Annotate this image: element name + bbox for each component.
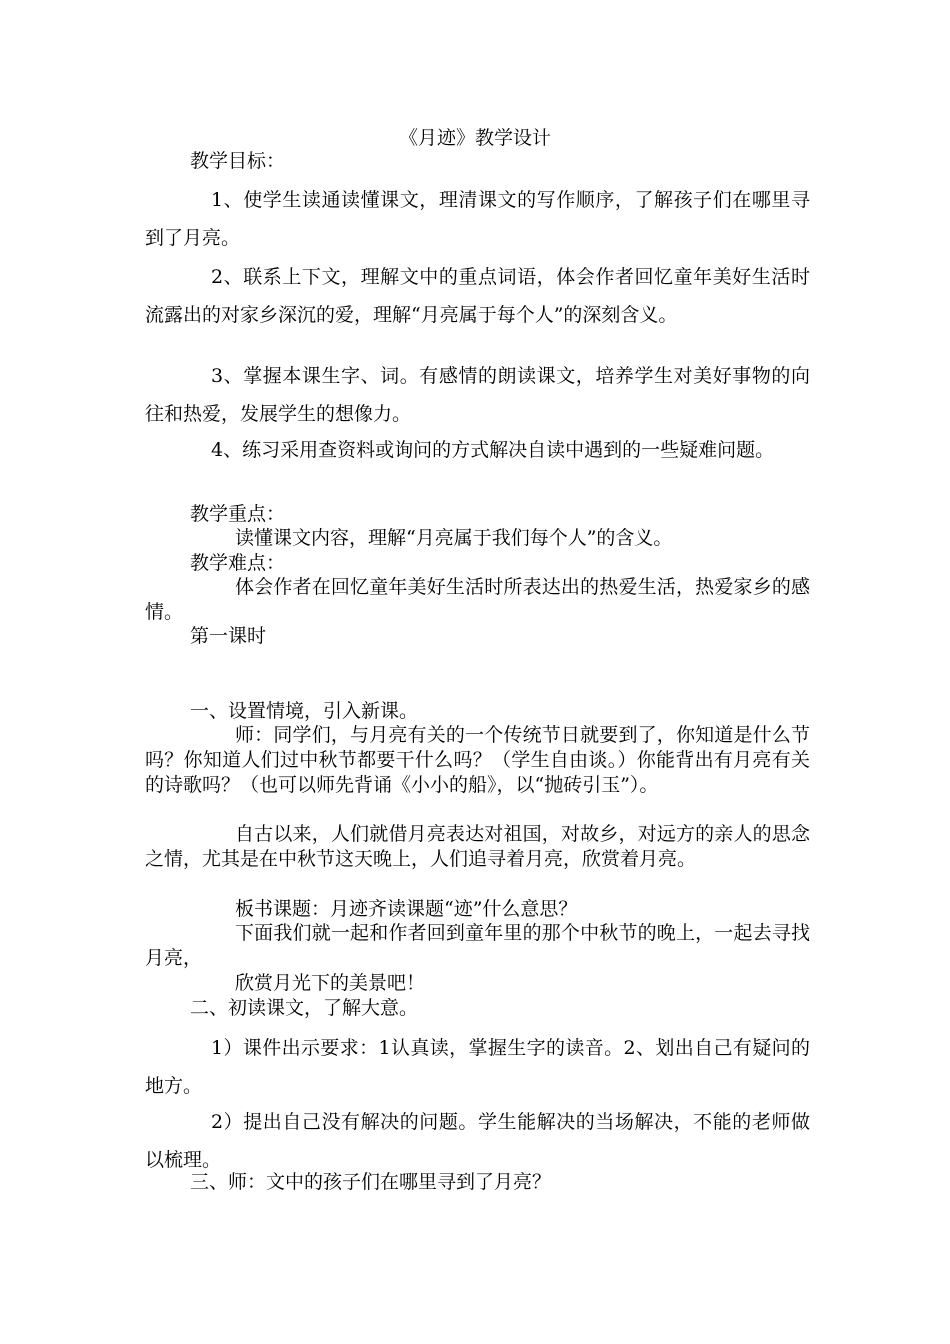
- objective-item-2: 2、联系上下文，理解文中的重点词语，体会作者回忆童年美好生活时流露出的对家乡深沉的爱，理解“月亮属于每个人”的深刻含义。: [145, 266, 810, 326]
- section-1-paragraph-3: 板书课题：月迹齐读课题“迹”什么意思？: [235, 898, 578, 920]
- section-1-paragraph-5: 欣赏月光下的美景吧！: [235, 972, 426, 994]
- key-point-heading: 教学重点：: [190, 503, 286, 525]
- difficulty-heading: 教学难点：: [190, 552, 286, 574]
- section-1-paragraph-2: 自古以来，人们就借月亮表达对祖国，对故乡，对远方的亲人的思念之情，尤其是在中秋节这天晚上，人们追寻着月亮，欣赏着月亮。: [145, 823, 810, 870]
- section-2-item-1: 1）课件出示要求：1认真读，掌握生字的读音。2、划出自己有疑问的地方。: [145, 1037, 810, 1097]
- section-3-heading: 三、师：文中的孩子们在哪里寻到了月亮？: [190, 1171, 552, 1193]
- key-point-text: 读懂课文内容，理解“月亮属于我们每个人”的含义。: [235, 527, 673, 549]
- objective-item-4: 4、练习采用查资料或询问的方式解决自读中遇到的一些疑难问题。: [211, 439, 775, 461]
- section-2-heading: 二、初读课文，了解大意。: [190, 997, 419, 1019]
- objective-item-3: 3、掌握本课生字、词。有感情的朗读课文，培养学生对美好事物的向往和热爱，发展学生的想像力。: [145, 365, 810, 425]
- section-1-paragraph-1: 师：同学们，与月亮有关的一个传统节日就要到了，你知道是什么节吗？你知道人们过中秋节都要干什么吗？（学生自由谈。）你能背出有月亮有关的诗歌吗？（也可以师先背诵《小小的船》，以“抛砖引玉”）。: [145, 724, 810, 796]
- objective-item-1: 1、使学生读通读懂课文，理清课文的写作顺序，了解孩子们在哪里寻到了月亮。: [145, 189, 810, 249]
- section-2-item-2: 2）提出自己没有解决的问题。学生能解决的当场解决，不能的老师做以梳理。: [145, 1111, 810, 1171]
- difficulty-text: 体会作者在回忆童年美好生活时所表达出的热爱生活，热爱家乡的感情。: [145, 576, 810, 623]
- section-1-heading: 一、设置情境，引入新课。: [190, 700, 419, 722]
- objectives-heading: 教学目标：: [190, 150, 286, 172]
- document-title: 《月迹》教学设计: [398, 127, 551, 149]
- section-1-paragraph-4: 下面我们就一起和作者回到童年里的那个中秋节的晚上，一起去寻找月亮，: [145, 922, 810, 969]
- lesson-heading: 第一课时: [190, 625, 267, 647]
